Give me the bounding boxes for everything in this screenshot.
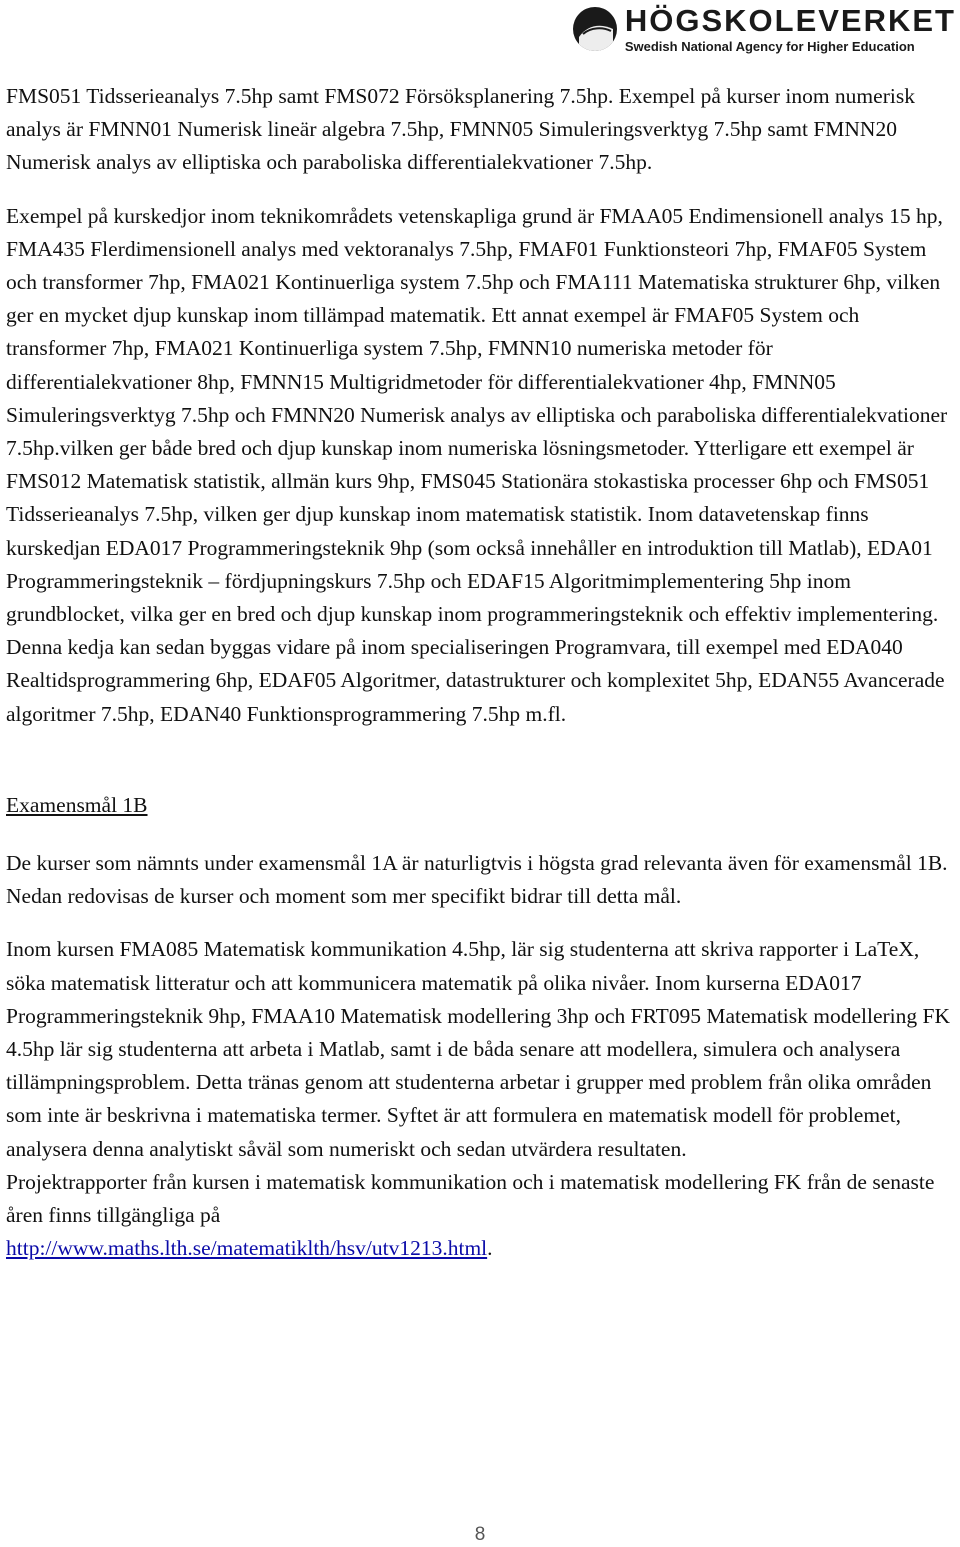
hogskoleverket-emblem-icon	[573, 7, 617, 51]
document-body	[6, 80, 958, 1266]
utv1213-link[interactable]: http://www.maths.lth.se/matematiklth/hsv/utv1213.html	[6, 1236, 488, 1261]
paragraph-course-examples: FMS051 Tidsserieanalys 7.5hp samt FMS072 Försöksplanering 7.5hp. Exempel på kurser inom numerisk analys är FMNN01 Numerisk lineär algebra 7.5hp, FMNN05 Simuleringsverktyg 7.5hp samt FMNN20 Numerisk analys av elliptiska och paraboliska differentialekvationer 7.5hp.	[6, 84, 915, 175]
logo-subtitle: Swedish National Agency for Higher Education	[624, 39, 915, 54]
section-heading-examensmal-1b: Examensmål 1B	[6, 792, 148, 817]
paragraph-course-chains: Exempel på kurskedjor inom teknikområdets vetenskapliga grund är FMAA05 Endimensionell analys 15 hp, FMA435 Flerdimensionell analys med vektoranalys 7.5hp, FMAF01 Funktionsteori 7hp, FMAF05 System och transformer 7hp, FMA021 Kontinuerliga system 7.5hp och FMA111 Matematiska strukturer 6hp, vilken ger en mycket djup kunskap inom tillämpad matematik. Ett annat exempel är FMAF05 System och transformer 7hp, FMA021 Kontinuerliga system 7.5hp, FMNN10 numeriska metoder för differentialekvationer 8hp, FMNN15 Multigridmetoder för differentialekvationer 4hp, FMNN05 Simuleringsverktyg 7.5hp och FMNN20 Numerisk analys av elliptiska och paraboliska differentialekvationer 7.5hp.vilken ger både bred och djup kunskap inom numeriska lösningsmetoder. Ytterligare ett exempel är FMS012 Matematisk statistik, allmän kurs 9hp, FMS045 Stationära stokastiska processer 6hp och FMS051 Tidsserieanalys 7.5hp, vilken ger djup kunskap inom matematisk statistik. Inom datavetenskap finns kurskedjan EDA017 Programmeringsteknik 9hp (som också innehåller en introduktion till Matlab), EDA01 Programmeringsteknik – fördjupningskurs 7.5hp och EDAF15 Algoritmimplementering 5hp inom grundblocket, vilka ger en bred och djup kunskap inom programmeringsteknik och effektiv implementering. Denna kedja kan sedan byggas vidare på inom specialiseringen Programvara, till exempel med EDA040 Realtidsprogrammering 6hp, EDAF05 Algoritmer, datastrukturer och komplexitet 5hp, EDAN55 Avancerade algoritmer 7.5hp, EDAN40 Funktionsprogrammering 7.5hp m.fl.	[6, 203, 948, 726]
page-number: 8	[474, 1524, 486, 1545]
paragraph-project-reports	[6, 1166, 958, 1266]
logo-name: HÖGSKOLEVERKET	[624, 3, 956, 38]
paragraph-course-details: Inom kursen FMA085 Matematisk kommunikation 4.5hp, lär sig studenterna att skriva rapporter i LaTeX, söka matematisk litteratur och att kommunicera matematik på olika nivåer. Inom kurserna EDA017 Programmeringsteknik 9hp, FMAA10 Matematisk modellering 3hp och FRT095 Matematisk modellering FK 4.5hp lär sig studenterna att arbeta i Matlab, samt i de båda senare att modellera, simulera och analysera tillämpningsproblem. Detta tränas genom att studenterna arbetar i grupper med problem från olika områden som inte är beskrivna i matematiska termer. Syftet är att formulera en matematisk modell för problemet, analysera denna analytiskt såväl som numeriskt och sedan utvärdera resultaten.	[6, 937, 951, 1161]
link-suffix: .	[487, 1236, 493, 1261]
project-reports-text: Projektrapporter från kursen i matematisk kommunikation och i matematisk modellering FK från de senaste åren finns tillgängliga på	[6, 1169, 935, 1228]
header-logo	[573, 0, 956, 58]
paragraph-examensmal-intro: De kurser som nämnts under examensmål 1A är naturligtvis i högsta grad relevanta även för examensmål 1B. Nedan redovisas de kurser och moment som mer specifikt bidrar till detta mål.	[6, 851, 948, 909]
